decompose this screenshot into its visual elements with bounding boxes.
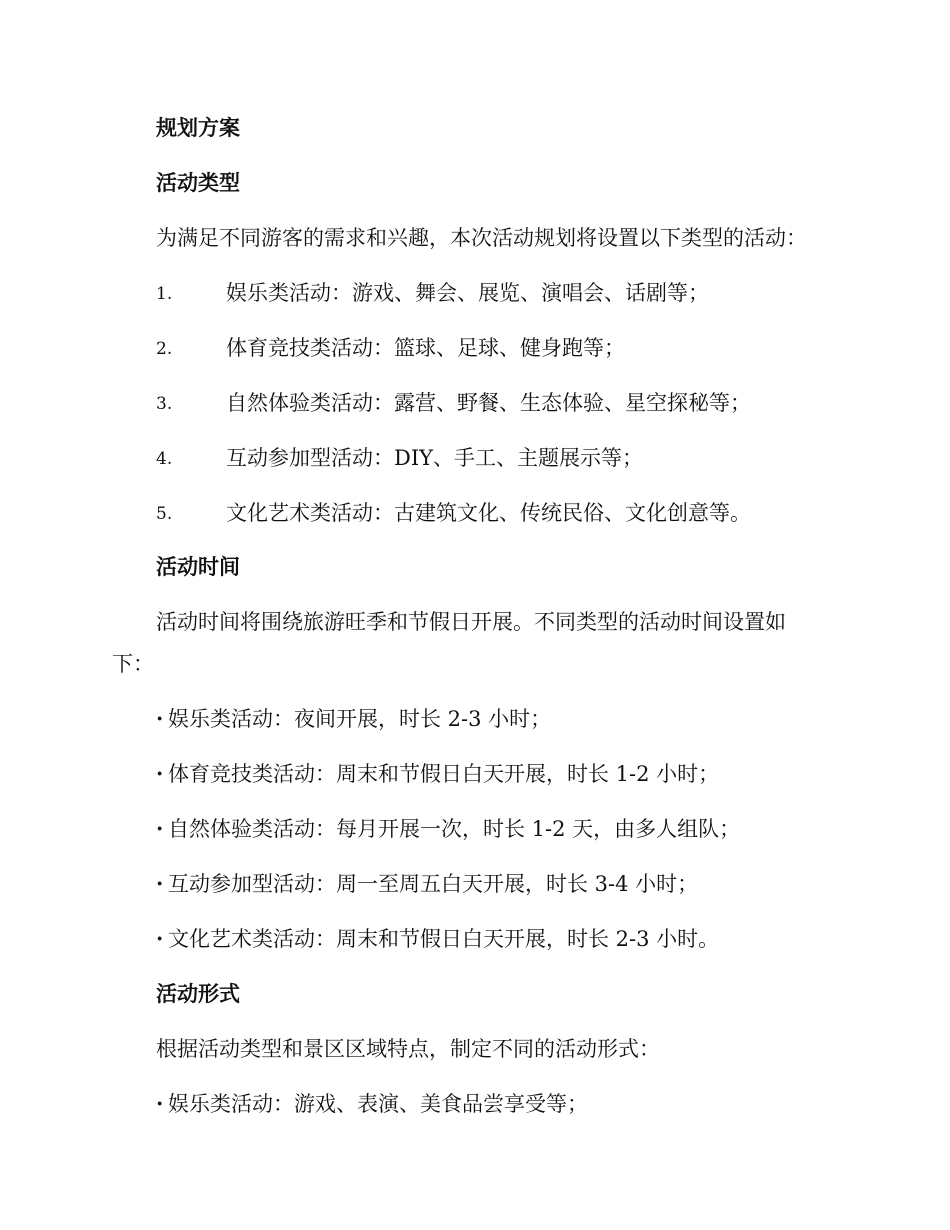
list-item-number: 1.	[156, 284, 173, 304]
bullet-item-text: 体育竞技类活动：周末和节假日白天开展，时长 1-2 小时；	[168, 762, 720, 786]
list-item: 文化艺术类活动：古建筑文化、传统民俗、文化创意等。	[226, 501, 751, 525]
list-item: 自然体验类活动：露营、野餐、生态体验、星空探秘等；	[226, 391, 751, 415]
list-item: 互动参加型活动：DIY、手工、主题展示等；	[226, 446, 643, 470]
list-item-number: 4.	[156, 449, 173, 469]
list-item-number: 5.	[156, 504, 173, 524]
bullet-item	[156, 705, 551, 733]
activity-time-intro-line2: 下：	[112, 652, 154, 676]
activity-types-heading: 活动类型	[156, 170, 240, 195]
bullet-item	[156, 760, 719, 788]
bullet-item-text: 娱乐类活动：夜间开展，时长 2-3 小时；	[168, 707, 552, 731]
bullet-icon: ·	[156, 926, 164, 951]
activity-time-heading: 活动时间	[156, 554, 240, 579]
bullet-item-text: 互动参加型活动：周一至周五白天开展，时长 3-4 小时；	[168, 872, 699, 896]
list-item: 娱乐类活动：游戏、舞会、展览、演唱会、话剧等；	[226, 281, 709, 305]
list-item-number: 3.	[156, 394, 173, 414]
bullet-icon: ·	[156, 816, 164, 841]
list-item: 体育竞技类活动：篮球、足球、健身跑等；	[226, 336, 625, 360]
bullet-item	[156, 815, 740, 843]
bullet-icon: ·	[156, 706, 164, 731]
list-item-number: 2.	[156, 339, 173, 359]
bullet-item-text: 文化艺术类活动：周末和节假日白天开展，时长 2-3 小时。	[168, 927, 720, 951]
bullet-item	[156, 1090, 588, 1118]
activity-types-intro: 为满足不同游客的需求和兴趣，本次活动规划将设置以下类型的活动：	[156, 226, 807, 250]
bullet-item	[156, 925, 719, 953]
bullet-item-text: 自然体验类活动：每月开展一次，时长 1-2 天，由多人组队；	[168, 817, 741, 841]
bullet-item-text: 娱乐类活动：游戏、表演、美食品尝享受等；	[168, 1092, 588, 1116]
activity-time-intro-line1: 活动时间将围绕旅游旺季和节假日开展。不同类型的活动时间设置如	[156, 610, 786, 634]
activity-form-intro: 根据活动类型和景区区域特点，制定不同的活动形式：	[156, 1037, 660, 1061]
bullet-icon: ·	[156, 761, 164, 786]
bullet-item	[156, 870, 698, 898]
activity-form-heading: 活动形式	[156, 981, 240, 1006]
bullet-icon: ·	[156, 1091, 164, 1116]
bullet-icon: ·	[156, 871, 164, 896]
section-title: 规划方案	[156, 115, 240, 140]
